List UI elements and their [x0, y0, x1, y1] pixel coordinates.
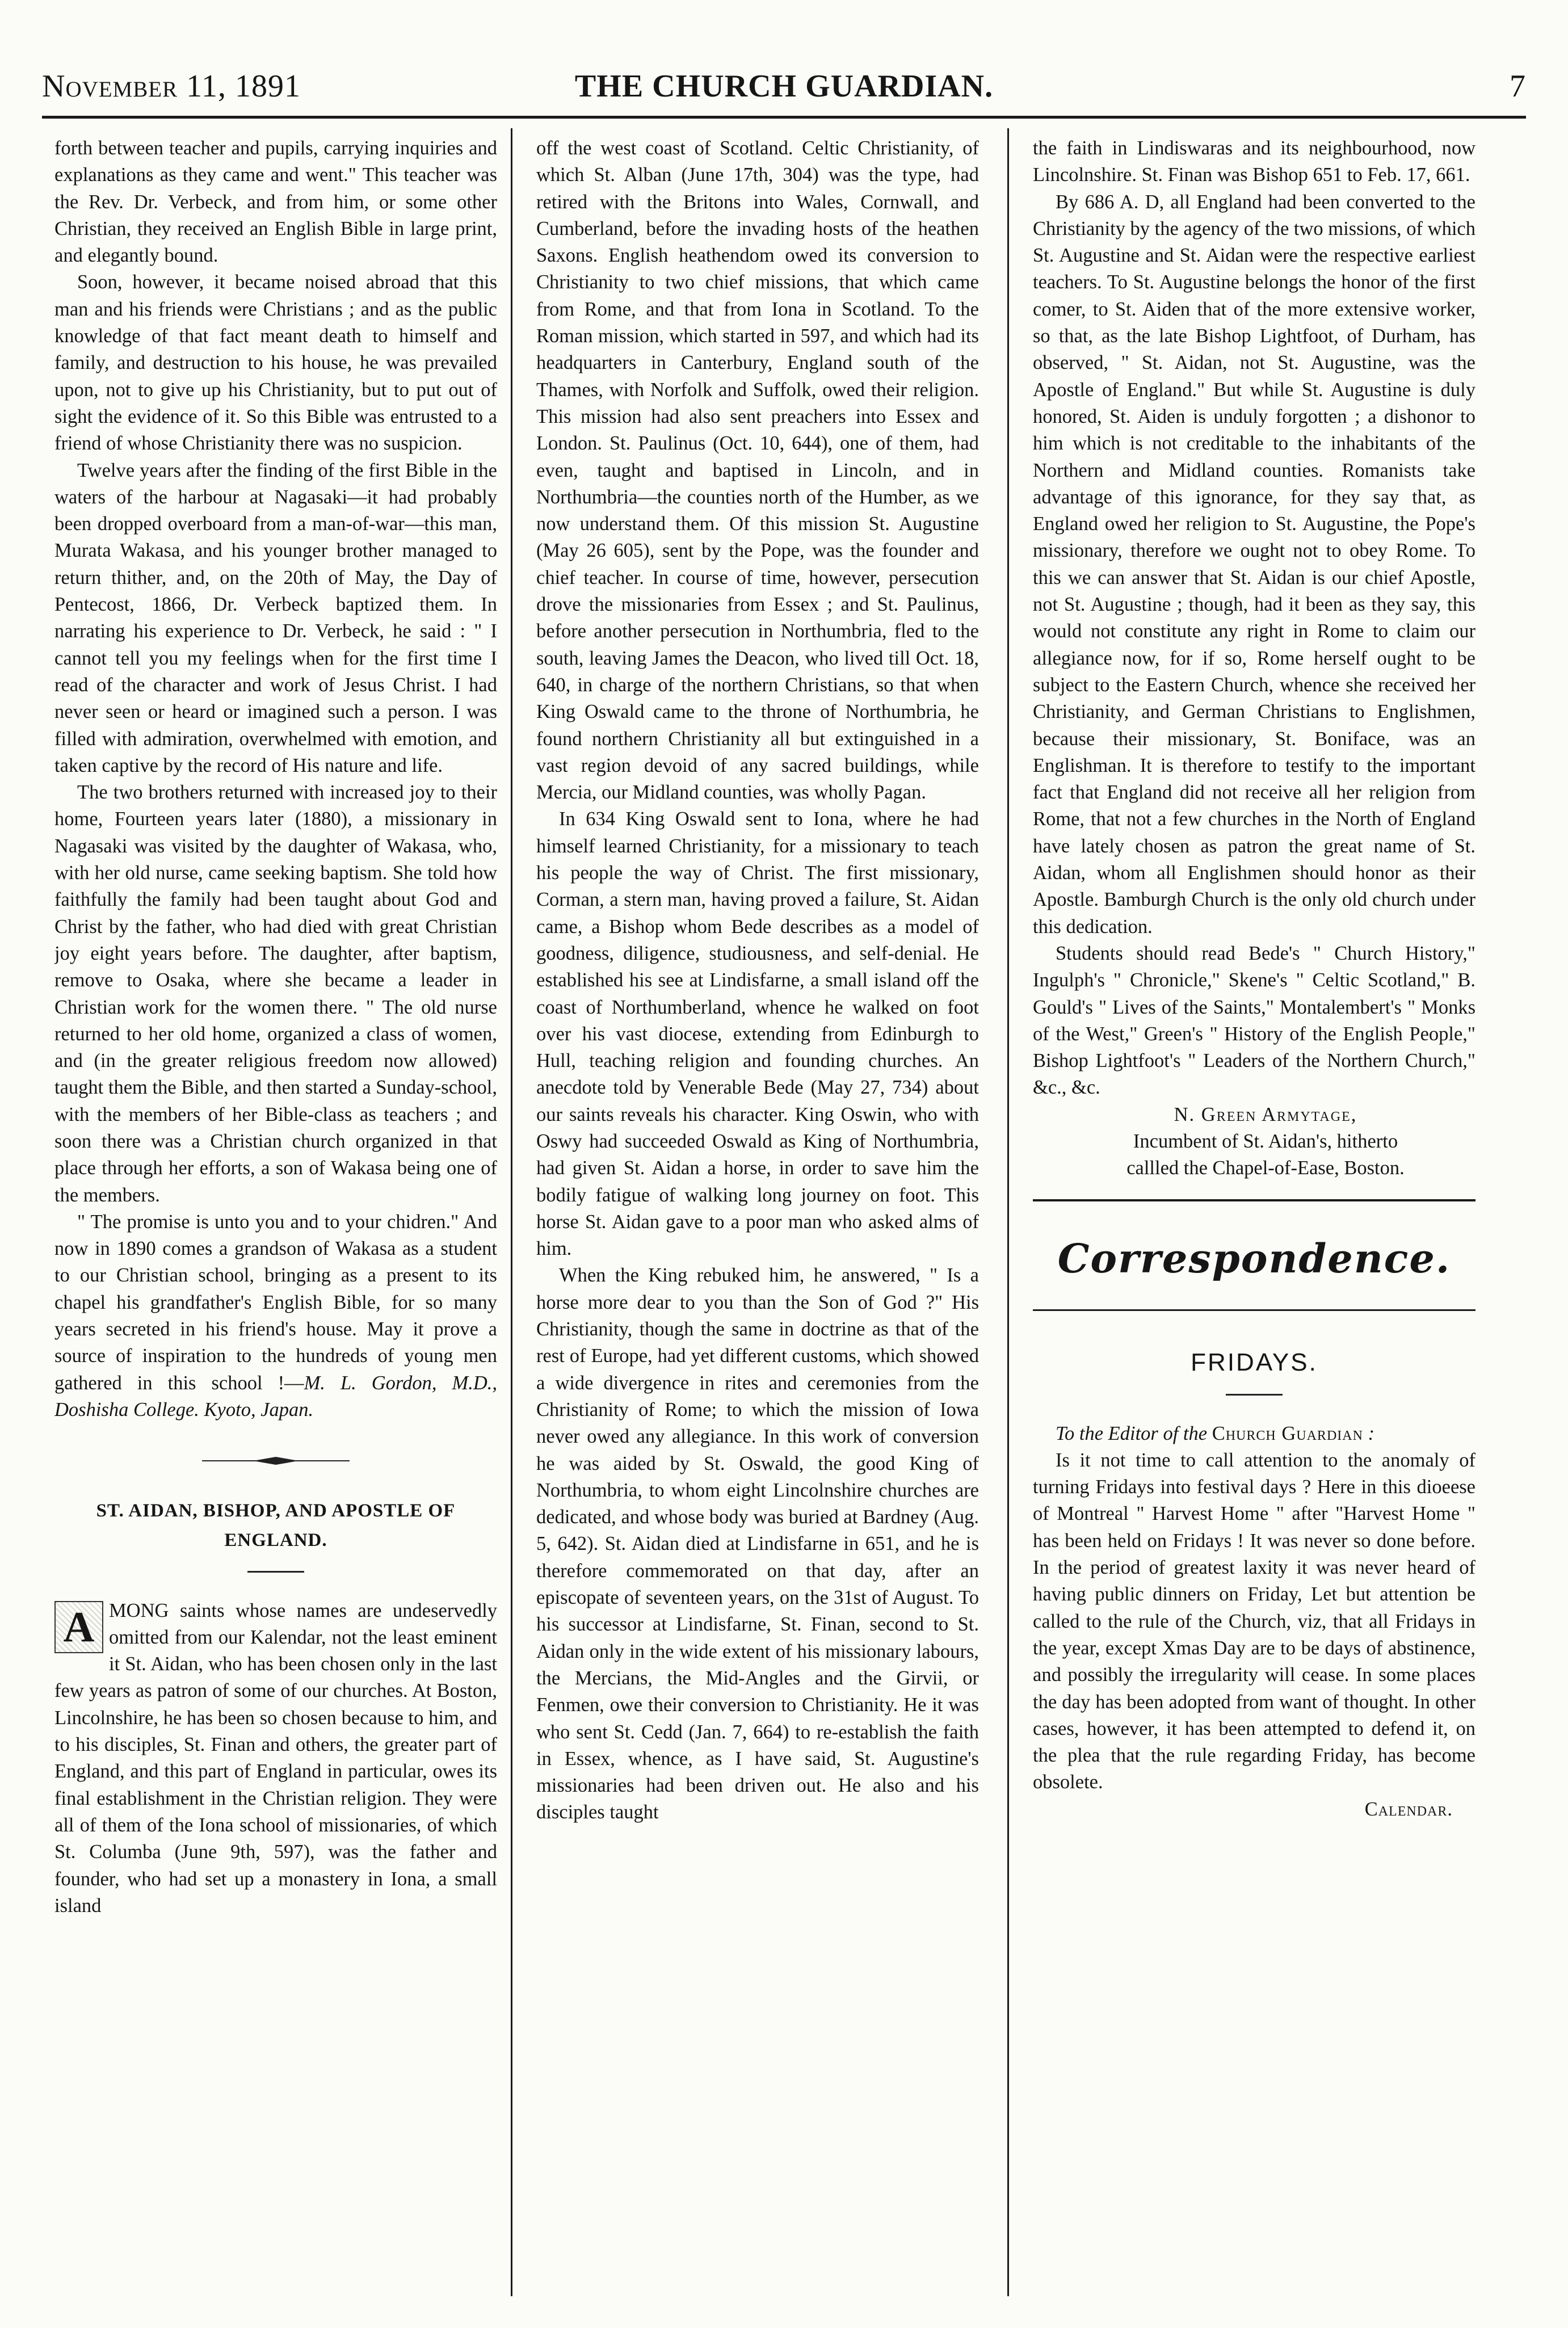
salutation-paper: Church Guardian	[1212, 1422, 1363, 1444]
header-rule	[42, 116, 1526, 119]
ornament-divider	[54, 1447, 497, 1474]
issue-date: November 11, 1891	[42, 69, 301, 104]
section-rule	[1033, 1199, 1475, 1201]
paragraph: Students should read Bede's " Church History," Ingulph's " Chronicle," Skene's " Celtic Scotland," B. Gould's " Lives of the Saints," Montalembert's " Monks of the West," Green's " History of the English People," Bishop Lightfoot's " Leaders of the Northern Church," &c., &c.	[1033, 942, 1475, 1099]
author-credit: M. L. Gordon, M.D., Doshisha College. Kyoto, Japan.	[54, 1372, 497, 1421]
paragraph: In 634 King Oswald sent to Iona, where he had himself learned Christianity, for a missionary to teach his people the way of Christ. The first missionary, Corman, a stern man, having proved a failure, St. Aidan came, a Bishop whom Bede describes as a model of goodness, diligence, studiousness, and self-denial. He established his see at Lindisfarne, a small island off the coast of Northumberland, whence he walked on foot over his vast diocese, extending from Edinburgh to Hull, teaching religion and founding churches. An anecdote told by Venerable Bede (May 27, 734) about our saints reveals his character. King Oswin, who with Oswy had succeeded Oswald as King of Northumbria, had given St. Aidan a horse, in order to save him the bodily fatigue of walking long journey on foot. This horse St. Aidan gave to a poor man who asked alms of him.	[536, 808, 979, 1260]
paragraph: forth between teacher and pupils, carrying inquiries and explanations as they came and went." This teacher was the Rev. Dr. Verbeck, and from him, or some other Christian, they received an English Bible in large print, and elegantly bound.	[54, 137, 497, 267]
newspaper-title: THE CHURCH GUARDIAN.	[574, 69, 994, 104]
page-number: 7	[1510, 69, 1526, 104]
section-title: Correspondence.	[1057, 1234, 1451, 1282]
paragraph: Is it not time to call attention to the anomaly of turning Fridays into festival days ? Here in this dioeese of Montreal " Harvest Home " after "Harvest Home " has been held on Fridays ! It was never so done before. In the period of greatest laxity it was never heard of having public dinners on Friday, Let but attention be called to the rule of the Church, viz, that all Fridays in the year, except Xmas Day are to be days of abstinence, and possibly the irregularity will cease. In some places the day has been adopted from want of thought. In other cases, however, it has been attempted to defend it, on the plea that the rule regarding Friday, has become obsolete.	[1033, 1449, 1475, 1793]
heading-rule	[1226, 1394, 1283, 1396]
paragraph	[54, 1209, 497, 1423]
salutation-lead: To the Editor of the	[1056, 1422, 1212, 1444]
salutation	[1033, 1421, 1475, 1447]
column-divider-2	[1007, 128, 1009, 2296]
article-title: ST. AIDAN, BISHOP, AND APOSTLE OF ENGLAND.	[96, 1500, 456, 1550]
column-2	[536, 135, 979, 2292]
signature-name: N. Green Armytage,	[1174, 1103, 1357, 1125]
paragraph: By 686 A. D, all England had been converted to the Christianity by the agency of the two missions, of which St. Augustine and St. Aidan were the respective earliest teachers. To St. Augustine belongs the honor of the first comer, to St. Aiden that of the more extensive worker, so that, as the late Bishop Lightfoot, of Durham, has observed, " St. Aidan, not St. Augustine, was the Apostle of England." But while St. Augustine is duly honored, St. Aiden is unduly forgotten ; a dishonor to him which is not creditable to the inhabitants of the Northern and Midland counties. Romanists take advantage of this ignorance, for they say that, as England owed her religion to St. Augustine, the Pope's missionary, therefore we ought not to obey Rome. To this we can answer that St. Aidan is our chief Apostle, not St. Augustine ; though, had it been as they say, this would not constitute any right in Rome to claim our allegiance now, for if so, Rome herself ought to be subject to the Eastern Church, whence she received her Christianity, and German Christians to Englishmen, because their missionary, St. Boniface, was an Englishman. It is therefore to testify to the important fact that England did not receive all her religion from Rome, that not a few churches in the North of England have lately chosen as patron the great name of St. Aidan, whom all Englishmen should honor as their Apostle. Bamburgh Church is the only old church under this dedication.	[1033, 191, 1475, 938]
paragraph: When the King rebuked him, he answered, " Is a horse more dear to you than the Son of God ?" His Christianity, though the same in doctrine as that of the rest of Europe, had yet different customs, which showed a wide divergence in rites and ceremonies from the Christianity of Rome; to which the mission of Iowa never owed any allegiance. In this work of conversion he was aided by St. Oswald, the good King of Northumbria, to whom eight Lincolnshire churches are dedicated, and whose body was buried at Bardney (Aug. 5, 642). St. Aidan died at Lindisfarne in 651, and he is therefore commemorated on that day, after an episcopate of seventeen years, on the 31st of August. To his successor at Lindisfarne, St. Finan, second to St. Aidan only in the wide extent of his missionary labours, the Mercians, the Mid-Angles and the Girvii, or Fenmen, owe their conversion to Christianity. He it was who sent St. Cedd (Jan. 7, 664) to re-establish the faith in Essex, whence, as I have said, St. Augustine's missionaries had been driven out. He also and his disciples taught	[536, 1264, 979, 1823]
drop-cap: A	[54, 1601, 103, 1653]
page-header	[42, 64, 1526, 111]
paragraph: the faith in Lindiswaras and its neighbourhood, now Lincolnshire. St. Finan was Bishop 651 to Feb. 17, 661.	[1033, 137, 1475, 186]
signature-title: Incumbent of St. Aidan's, hitherto	[1133, 1130, 1398, 1152]
column-3	[1033, 135, 1475, 2292]
letter-heading: FRIDAYS.	[1191, 1348, 1318, 1376]
signature-block	[1033, 1102, 1475, 1182]
ornament-rule-icon	[202, 1455, 350, 1466]
column-divider-1	[511, 128, 512, 2296]
signature-location: callled the Chapel-of-Ease, Boston.	[1126, 1157, 1405, 1179]
title-rule	[247, 1571, 304, 1573]
paragraph-text: " The promise is unto you and to your chidren." And now in 1890 comes a grandson of Wakasa as a student to our Christian school, bringing as a present to its chapel his grandfather's English Bible, for so many years secreted in his friend's house. May it prove a source of inspiration to the hundreds of young men gathered in this school !—	[54, 1211, 497, 1394]
section-rule-lower	[1033, 1309, 1475, 1311]
paragraph: Twelve years after the finding of the first Bible in the waters of the harbour at Nagasaki—it had probably been dropped overboard from a man-of-war—this man, Murata Wakasa, and his younger brother managed to return thither, and, on the 20th of May, the Day of Pentecost, 1866, Dr. Verbeck baptized them. In narrating his experience to Dr. Verbeck, he said : " I cannot tell you my feelings when for the first time I read of the character and work of Jesus Christ. I had never seen or heard or imagined such a person. I was filled with admiration, overwhelmed with emotion, and taken captive by the record of His nature and life.	[54, 459, 497, 776]
paragraph-text: MONG saints whose names are undeservedly omitted from our Kalendar, not the least eminent it St. Aidan, who has been chosen only in the last few years as patron of some of our churches. At Boston, Lincolnshire, he has been so chosen because to him, and to his disciples, St. Finan and others, the greater part of England, and this part of England in particular, owes its final establishment in the Christian religion. They were all of them of the Iona school of missionaries, of which St. Columba (June 9th, 597), was the father and founder, who had set up a monastery in Iona, a small island	[54, 1599, 497, 1917]
paragraph	[54, 1598, 497, 1920]
paragraph: Soon, however, it became noised abroad that this man and his friends were Christians ; and as the public knowledge of that fact meant death to himself and family, and destruction to his house, he was prevailed upon, not to give up his Christianity, but to put out of sight the evidence of it. So this Bible was entrusted to a friend of whose Christianity there was no suspicion.	[54, 271, 497, 455]
letter-signoff: Calendar.	[1364, 1798, 1453, 1820]
paragraph: The two brothers returned with increased joy to their home, Fourteen years later (1880), a missionary in Nagasaki was visited by the daughter of Wakasa, who, with her old nurse, came seeking baptism. She told how faithfully the family had been taught about God and Christ by the father, who had died with great Christian joy eight years before. The daughter, after baptism, remove to Osaka, where she became a leader in Christian work for the women there. " The old nurse returned to her old home, organized a class of women, and (in the greater religious freedom now allowed) taught them the Bible, and then started a Sunday-school, with the members of her Bible-class as teachers ; and soon there was a Christian church organized in that place through her efforts, a son of Wakasa being one of the members.	[54, 781, 497, 1206]
column-1	[54, 135, 497, 2292]
salutation-end: :	[1363, 1422, 1375, 1444]
paragraph: off the west coast of Scotland. Celtic Christianity, of which St. Alban (June 17th, 304) was the type, had retired with the Britons into Wales, Cornwall, and Cumberland, before the invading hosts of the heathen Saxons. English heathendom owed its conversion to Christianity to two chief missions, that which came from Rome, and that from Iona in Scotland. To the Roman mission, which started in 597, and which had its headquarters in Canterbury, England south of the Thames, with Norfolk and Suffolk, owed their religion. This mission had also sent preachers into Essex and London. St. Paulinus (Oct. 10, 644), one of them, had even, taught and baptised in Lincoln, and in Northumbria—the counties north of the Humber, as we now understand them. Of this mission St. Augustine (May 26 605), sent by the Pope, was the founder and chief teacher. In course of time, however, persecution drove the missionaries from Essex ; and St. Paulinus, before another persecution in Northumbria, fled to the south, leaving James the Deacon, who lived till Oct. 18, 640, in charge of the northern Christians, so that when King Oswald came to the throne of Northumbria, he found northern Christianity all but extinguished in a vast region devoid of any sacred buildings, while Mercia, our Midland counties, was wholly Pagan.	[536, 137, 979, 804]
